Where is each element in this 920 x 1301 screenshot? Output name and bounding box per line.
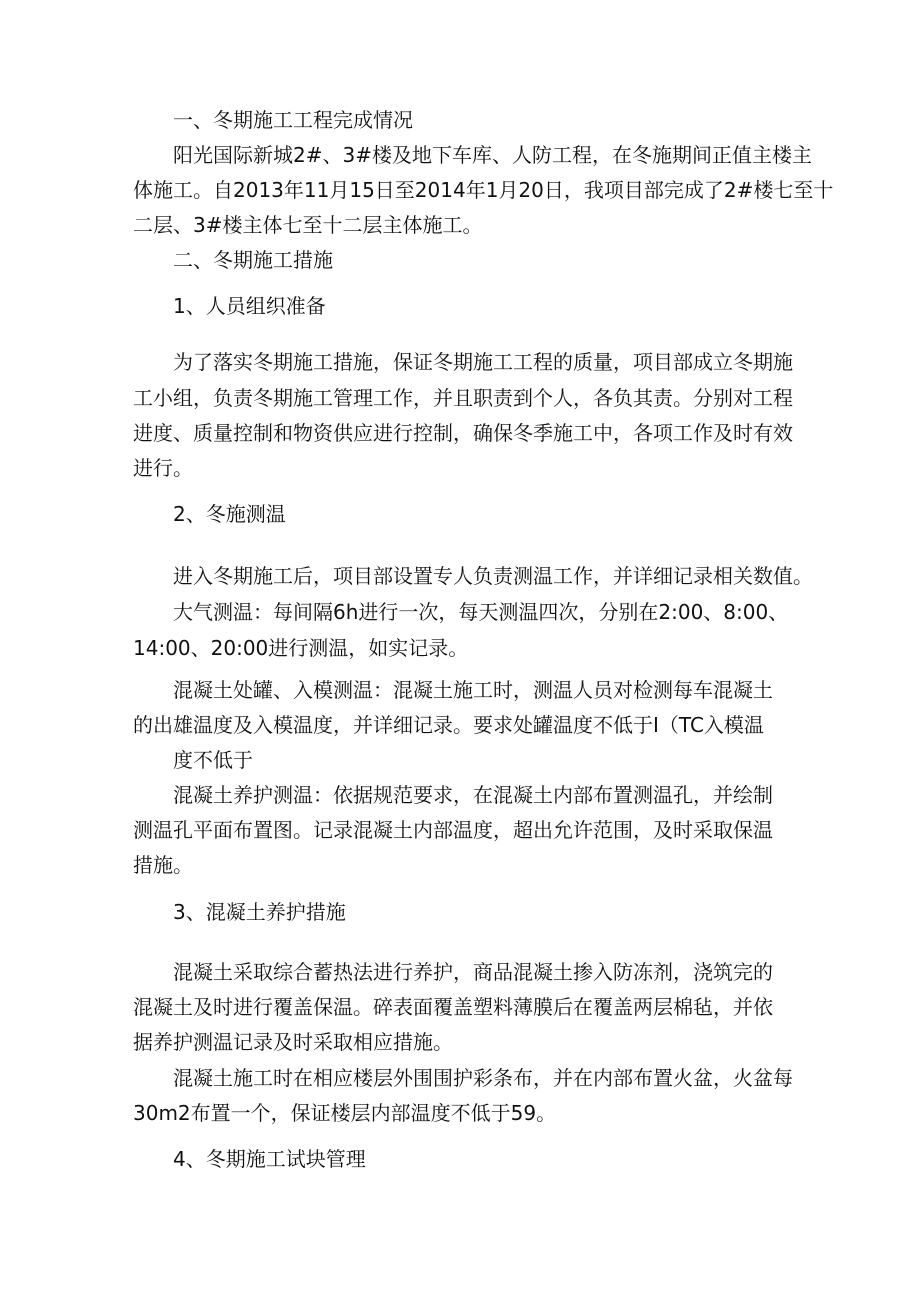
paragraph-line: 混凝土采取综合蓄热法进行养护，商品混凝土掺入防冻剂，浇筑完的 [173, 960, 773, 984]
paragraph-line: 混凝土处罐、入模测温：混凝土施工时，测温人员对检测每车混凝土 [173, 678, 773, 702]
paragraph-line: 混凝土及时进行覆盖保温。碎表面覆盖塑料薄膜后在覆盖两层棉毡，并依 [133, 995, 773, 1019]
paragraph-line: 进行。 [133, 456, 193, 480]
subsection-heading: 2、冬施测温 [173, 502, 286, 526]
paragraph-line: 进入冬期施工后，项目部设置专人负责测温工作，并详细记录相关数值。 [173, 564, 813, 588]
paragraph-line: 措施。 [133, 853, 193, 877]
paragraph-line: 30m2布置一个，保证楼层内部温度不低于59。 [133, 1101, 557, 1125]
paragraph-line: 测温孔平面布置图。记录混凝土内部温度，超出允许范围，及时采取保温 [133, 818, 773, 842]
paragraph-line: 据养护测温记录及时采取相应措施。 [133, 1030, 453, 1054]
subsection-heading: 1、人员组织准备 [173, 294, 326, 318]
paragraph-line: 大气测温：每间隔6h进行一次，每天测温四次，分别在2:00、8:00、 [173, 600, 789, 624]
subsection-heading: 4、冬期施工试块管理 [173, 1147, 366, 1171]
paragraph-line: 阳光国际新城2#、3#楼及地下车库、人防工程，在冬施期间正值主楼主 [173, 143, 812, 167]
subsection-heading: 3、混凝土养护措施 [173, 900, 346, 924]
paragraph-line: 混凝土养护测温：依据规范要求，在混凝土内部布置测温孔，并绘制 [173, 783, 773, 807]
section-heading: 一、冬期施工工程完成情况 [173, 108, 413, 132]
paragraph-line: 混凝土施工时在相应楼层外围围护彩条布，并在内部布置火盆，火盆每 [173, 1066, 793, 1090]
paragraph-line: 工小组，负责冬期施工管理工作，并且职责到个人，各负其责。分别对工程 [133, 386, 793, 410]
paragraph-line: 进度、质量控制和物资供应进行控制，确保冬季施工中，各项工作及时有效 [133, 421, 793, 445]
paragraph-line: 的出雄温度及入模温度，并详细记录。要求处罐温度不低于I（TC入模温 [133, 713, 764, 737]
paragraph-line: 度不低于 [173, 748, 253, 772]
paragraph-line: 二层、3#楼主体七至十二层主体施工。 [133, 213, 483, 237]
paragraph-line: 为了落实冬期施工措施，保证冬期施工工程的质量，项目部成立冬期施 [173, 350, 793, 374]
section-heading: 二、冬期施工措施 [173, 248, 333, 272]
paragraph-line: 体施工。自2013年11月15日至2014年1月20日，我项目部完成了2#楼七至十 [133, 178, 834, 202]
paragraph-line: 14:00、20:00进行测温，如实记录。 [133, 636, 469, 660]
